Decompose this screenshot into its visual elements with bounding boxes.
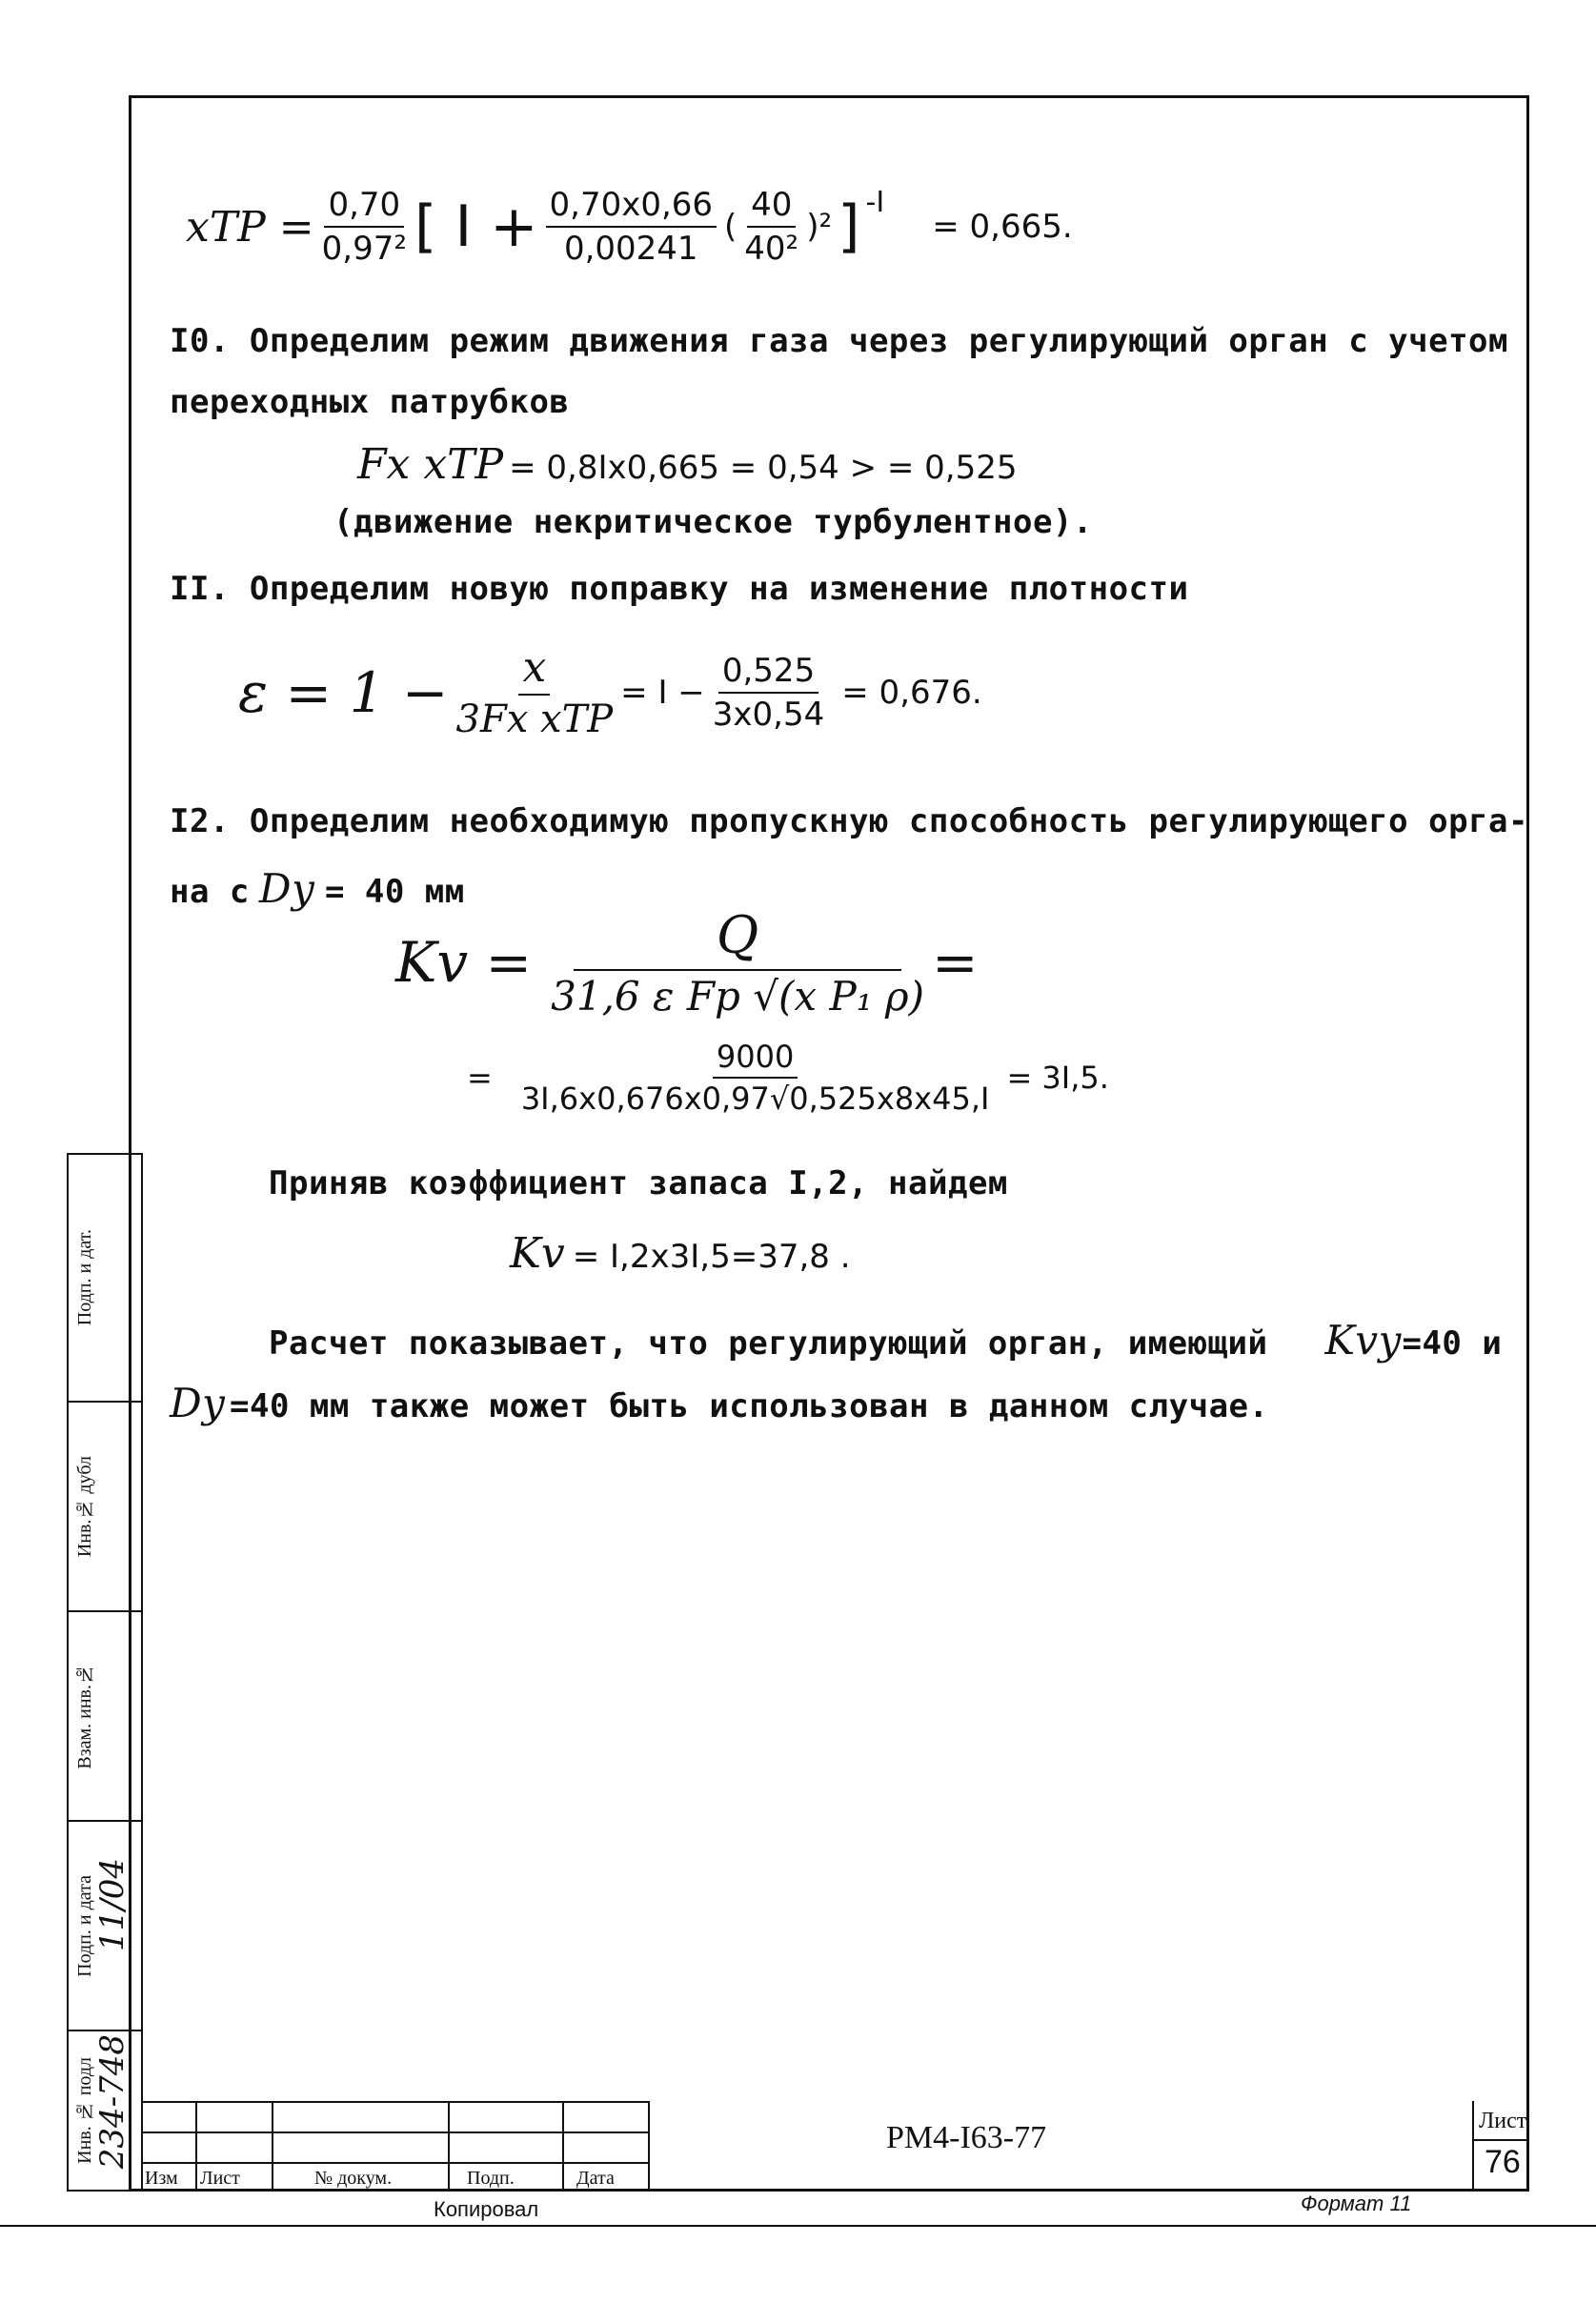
stamp-label: Взам. инв.№ [73,1663,95,1769]
item10-formula [357,440,1018,489]
col-sign: Подп. [467,2168,515,2189]
kv-formula [395,905,979,1020]
formula-lhs: Fx xТР [357,440,504,489]
formula-rhs: = I,2x3I,5=37,8 . [572,1238,851,1276]
document-code: РМ4-I63-77 [886,2120,1047,2155]
kv-lhs: Kv = [395,930,533,995]
formula-xtr [186,186,1073,268]
col-date: Дата [576,2168,615,2189]
text: = 40 мм [324,873,465,911]
item10-line1: I0. Определим режим движения газа через регулирующий орган с учетом [170,322,1508,360]
bottom-line [0,2225,1596,2227]
bracket-open: [ I + [414,193,538,260]
formula-xtr-lhs: xТР = [186,202,314,252]
fraction [713,652,824,734]
numerator: 9000 [713,1039,798,1079]
copied-label: Копировал [434,2197,539,2221]
stamp-label: Подп. и дат. [73,1229,95,1326]
formula-rhs: = 0,8Ix0,665 = 0,54 > = 0,525 [509,449,1018,487]
fraction [546,186,717,268]
denominator: 31,6 ε Fр √(x P₁ ρ) [551,973,924,1020]
text: =40 мм также может быть использован в данном случае. [230,1387,1269,1425]
item12-line1: I2. Определим необходимую пропускную способность регулирующего орга- [170,802,1528,840]
dy-symbol: Dу [258,865,315,912]
paren-close: )² [806,208,833,246]
item10-note: (движение некритическое турбулентное). [333,503,1093,541]
col-izm: Изм [145,2168,178,2189]
format-label: Формат 11 [1301,2192,1412,2215]
equals: = [931,930,979,995]
numerator: x [518,643,550,696]
sheet-label: Лист [1479,2109,1527,2133]
col-doc: № докум. [314,2168,393,2189]
conclusion-line2 [170,1380,1268,1426]
fraction [456,643,614,741]
text: на с [170,873,250,911]
denominator: 40² [744,230,799,268]
handwritten-inventory: 234-748 [93,2034,131,2170]
item11-formula [238,643,982,741]
kvy-symbol: Kvу [1324,1317,1403,1364]
conclusion-line1 [269,1317,1502,1364]
fraction [322,186,407,268]
denominator: 0,00241 [563,230,698,268]
kv-calc [467,1039,1109,1117]
sheet-number: 76 [1485,2144,1521,2180]
item11-line1: II. Определим новую поправку на изменение плотности [170,570,1189,608]
stamp-label: Инв.№ дубл [73,1455,95,1558]
reserve-formula [510,1229,851,1278]
denominator: 0,97² [321,230,407,268]
col-list: Лист [200,2168,240,2189]
denominator: 3I,6x0,676x0,97√0,525x8x45,I [520,1081,990,1117]
numerator: 0,525 [718,652,818,694]
stamp-label: Подп. и дата [73,1874,95,1977]
left-stamp-column [67,1153,145,2192]
numerator: 0,70 [324,186,404,228]
fraction [521,1039,990,1117]
result: = 0,665. [932,208,1073,246]
fraction [744,186,798,268]
result: = 0,676. [841,673,982,712]
title-block [143,2101,1529,2192]
paren-open: ( [724,208,737,246]
numerator: Q [574,905,901,971]
fraction [551,905,924,1020]
numerator: 40 [747,186,796,228]
text: Расчет показывает, что регулирующий орган, имеющий [269,1324,1268,1363]
exponent: -I [865,186,885,219]
formula-lhs: Kv [510,1229,565,1278]
handwritten-date: 11/04 [93,1858,131,1951]
denominator: 3x0,54 [712,695,825,734]
denominator: 3Fx xТР [455,697,614,741]
equals: = [467,1060,493,1096]
numerator: 0,70x0,66 [546,186,717,228]
stamp-label: Инв. № подл [73,2057,95,2164]
operator: = I − [620,673,705,712]
result: = 3I,5. [1006,1060,1109,1096]
epsilon-lhs: ε = 1 − [238,659,449,725]
text: =40 и [1402,1324,1503,1363]
dy-symbol: Dу [170,1380,227,1426]
reserve-line: Приняв коэффициент запаса I,2, найдем [269,1164,1008,1202]
item10-line2: переходных патрубков [170,383,570,421]
bracket-close: ] [838,193,860,260]
